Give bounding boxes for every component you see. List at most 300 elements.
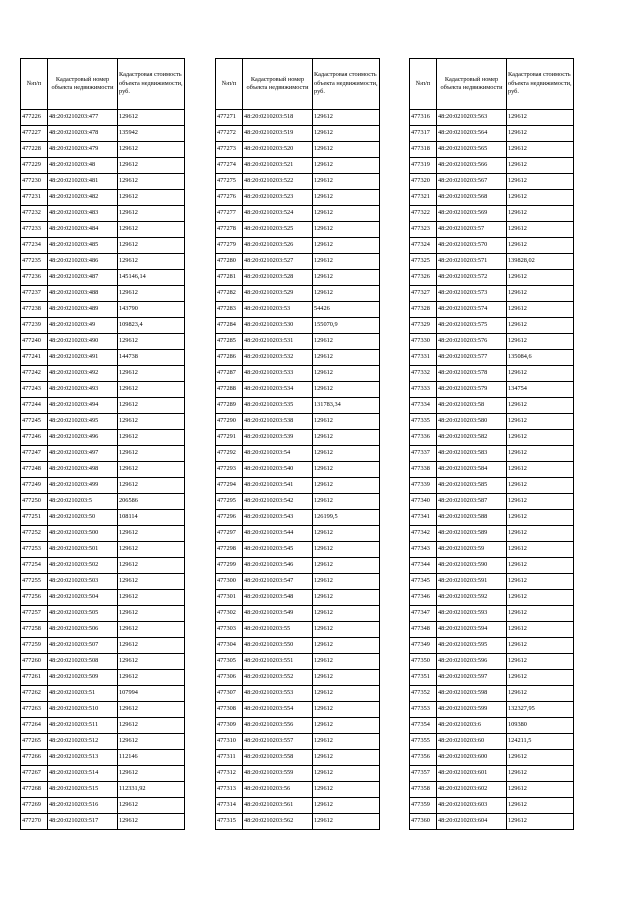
cadastral-number: 48:20:0210203:522 <box>243 174 313 190</box>
table-row <box>216 606 380 622</box>
cadastral-number: 48:20:0210203:558 <box>243 750 313 766</box>
cadastral-number: 48:20:0210203:515 <box>48 782 118 798</box>
cadastral-cost: 129612 <box>313 670 380 686</box>
table-row <box>21 270 185 286</box>
cadastral-number: 48:20:0210203:534 <box>243 382 313 398</box>
table-row <box>216 382 380 398</box>
table-row <box>21 574 185 590</box>
cadastral-number: 48:20:0210203:56 <box>243 782 313 798</box>
cadastral-cost: 129612 <box>313 286 380 302</box>
cadastral-cost: 129612 <box>507 334 574 350</box>
cadastral-number: 48:20:0210203:572 <box>437 270 507 286</box>
cadastral-number: 48:20:0210203:485 <box>48 238 118 254</box>
row-number: 477266 <box>21 750 48 766</box>
cadastral-number: 48:20:0210203:50 <box>48 510 118 526</box>
header-cadastral: Кадастровый номер объекта недвижимости <box>437 59 507 110</box>
cadastral-number: 48:20:0210203:58 <box>437 398 507 414</box>
table-row <box>410 606 574 622</box>
cadastral-table-3 <box>409 58 574 830</box>
table-row <box>410 206 574 222</box>
row-number: 477341 <box>410 510 437 526</box>
cadastral-number: 48:20:0210203:562 <box>243 814 313 830</box>
cadastral-cost: 129612 <box>507 206 574 222</box>
cadastral-cost: 129612 <box>507 222 574 238</box>
table-row <box>216 814 380 830</box>
table-row <box>21 606 185 622</box>
cadastral-cost: 129612 <box>118 286 185 302</box>
table-row <box>21 478 185 494</box>
cadastral-number: 48:20:0210203:5 <box>48 494 118 510</box>
row-number: 477271 <box>216 110 243 126</box>
row-number: 477230 <box>21 174 48 190</box>
header-cost: Кадастровая стоимость объекта недвижимости, руб. <box>313 59 380 110</box>
row-number: 477315 <box>216 814 243 830</box>
cadastral-cost: 129612 <box>118 526 185 542</box>
cadastral-number: 48:20:0210203:588 <box>437 510 507 526</box>
header-row <box>216 59 380 110</box>
cadastral-cost: 129612 <box>313 270 380 286</box>
table-row <box>216 718 380 734</box>
table-row <box>410 462 574 478</box>
row-number: 477283 <box>216 302 243 318</box>
table-row <box>410 366 574 382</box>
row-number: 477333 <box>410 382 437 398</box>
cadastral-cost: 129612 <box>118 670 185 686</box>
cadastral-cost: 129612 <box>313 382 380 398</box>
cadastral-number: 48:20:0210203:501 <box>48 542 118 558</box>
cadastral-number: 48:20:0210203:600 <box>437 750 507 766</box>
cadastral-cost: 129612 <box>118 798 185 814</box>
cadastral-number: 48:20:0210203:491 <box>48 350 118 366</box>
cadastral-table-1 <box>20 58 185 830</box>
table-row <box>216 174 380 190</box>
row-number: 477276 <box>216 190 243 206</box>
cadastral-number: 48:20:0210203:487 <box>48 270 118 286</box>
cadastral-cost: 145146,14 <box>118 270 185 286</box>
cadastral-cost: 112146 <box>118 750 185 766</box>
table-row <box>216 302 380 318</box>
cadastral-cost: 129612 <box>118 606 185 622</box>
cadastral-number: 48:20:0210203:516 <box>48 798 118 814</box>
table-row <box>21 494 185 510</box>
table-row <box>21 510 185 526</box>
cadastral-cost: 129612 <box>507 590 574 606</box>
row-number: 477260 <box>21 654 48 670</box>
row-number: 477282 <box>216 286 243 302</box>
table-row <box>410 398 574 414</box>
cadastral-number: 48:20:0210203:579 <box>437 382 507 398</box>
table-row <box>216 430 380 446</box>
cadastral-number: 48:20:0210203:517 <box>48 814 118 830</box>
cadastral-cost: 129612 <box>313 462 380 478</box>
cadastral-cost: 54426 <box>313 302 380 318</box>
row-number: 477311 <box>216 750 243 766</box>
cadastral-cost: 129612 <box>313 110 380 126</box>
table-row <box>216 478 380 494</box>
row-number: 477297 <box>216 526 243 542</box>
row-number: 477334 <box>410 398 437 414</box>
cadastral-cost: 129612 <box>118 478 185 494</box>
cadastral-cost: 129612 <box>313 702 380 718</box>
table-row <box>410 350 574 366</box>
cadastral-number: 48:20:0210203:488 <box>48 286 118 302</box>
row-number: 477296 <box>216 510 243 526</box>
table-row <box>21 766 185 782</box>
table-row <box>21 126 185 142</box>
cadastral-cost: 129612 <box>507 270 574 286</box>
cadastral-cost: 129612 <box>507 414 574 430</box>
cadastral-cost: 129612 <box>507 318 574 334</box>
row-number: 477321 <box>410 190 437 206</box>
table-row <box>21 814 185 830</box>
cadastral-number: 48:20:0210203:55 <box>243 622 313 638</box>
cadastral-number: 48:20:0210203:594 <box>437 622 507 638</box>
cadastral-cost: 129612 <box>118 462 185 478</box>
cadastral-cost: 139828,02 <box>507 254 574 270</box>
table-row <box>21 222 185 238</box>
table-row <box>216 142 380 158</box>
table-row <box>410 414 574 430</box>
cadastral-cost: 129612 <box>118 622 185 638</box>
row-number: 477349 <box>410 638 437 654</box>
table-row <box>216 286 380 302</box>
table-row <box>410 638 574 654</box>
cadastral-cost: 129612 <box>118 206 185 222</box>
table-row <box>21 190 185 206</box>
cadastral-cost: 129612 <box>118 702 185 718</box>
cadastral-number: 48:20:0210203:513 <box>48 750 118 766</box>
cadastral-number: 48:20:0210203:531 <box>243 334 313 350</box>
cadastral-number: 48:20:0210203:556 <box>243 718 313 734</box>
table-row <box>216 238 380 254</box>
cadastral-cost: 129612 <box>118 654 185 670</box>
row-number: 477286 <box>216 350 243 366</box>
cadastral-cost: 129612 <box>118 734 185 750</box>
cadastral-number: 48:20:0210203:574 <box>437 302 507 318</box>
table-row <box>216 110 380 126</box>
table-row <box>21 398 185 414</box>
cadastral-cost: 129612 <box>118 254 185 270</box>
cadastral-number: 48:20:0210203:511 <box>48 718 118 734</box>
row-number: 477289 <box>216 398 243 414</box>
table-row <box>410 510 574 526</box>
cadastral-number: 48:20:0210203:486 <box>48 254 118 270</box>
table-row <box>216 350 380 366</box>
cadastral-cost: 129612 <box>507 670 574 686</box>
cadastral-cost: 129612 <box>507 430 574 446</box>
cadastral-number: 48:20:0210203:477 <box>48 110 118 126</box>
table-row <box>410 622 574 638</box>
row-number: 477295 <box>216 494 243 510</box>
table-row <box>410 478 574 494</box>
row-number: 477326 <box>410 270 437 286</box>
cadastral-number: 48:20:0210203:526 <box>243 238 313 254</box>
row-number: 477287 <box>216 366 243 382</box>
row-number: 477239 <box>21 318 48 334</box>
cadastral-number: 48:20:0210203:507 <box>48 638 118 654</box>
cadastral-number: 48:20:0210203:532 <box>243 350 313 366</box>
table-row <box>216 542 380 558</box>
cadastral-number: 48:20:0210203:578 <box>437 366 507 382</box>
row-number: 477330 <box>410 334 437 350</box>
cadastral-number: 48:20:0210203:564 <box>437 126 507 142</box>
table-row <box>21 686 185 702</box>
row-number: 477247 <box>21 446 48 462</box>
row-number: 477233 <box>21 222 48 238</box>
cadastral-cost: 129612 <box>118 158 185 174</box>
table-row <box>216 574 380 590</box>
table-row <box>21 446 185 462</box>
table-row <box>21 590 185 606</box>
cadastral-number: 48:20:0210203:535 <box>243 398 313 414</box>
cadastral-number: 48:20:0210203:543 <box>243 510 313 526</box>
cadastral-number: 48:20:0210203:567 <box>437 174 507 190</box>
row-number: 477270 <box>21 814 48 830</box>
row-number: 477288 <box>216 382 243 398</box>
cadastral-cost: 129612 <box>313 126 380 142</box>
cadastral-cost: 129612 <box>313 446 380 462</box>
cadastral-number: 48:20:0210203:597 <box>437 670 507 686</box>
row-number: 477350 <box>410 654 437 670</box>
table-row <box>216 798 380 814</box>
table-row <box>21 110 185 126</box>
header-num: №п/п <box>216 59 243 110</box>
cadastral-cost: 129612 <box>313 590 380 606</box>
cadastral-number: 48:20:0210203:602 <box>437 782 507 798</box>
row-number: 477299 <box>216 558 243 574</box>
cadastral-cost: 129612 <box>313 718 380 734</box>
cadastral-cost: 126199,5 <box>313 510 380 526</box>
cadastral-cost: 129612 <box>313 798 380 814</box>
cadastral-cost: 129612 <box>507 142 574 158</box>
row-number: 477263 <box>21 702 48 718</box>
row-number: 477324 <box>410 238 437 254</box>
row-number: 477226 <box>21 110 48 126</box>
table-row <box>216 462 380 478</box>
row-number: 477329 <box>410 318 437 334</box>
cadastral-number: 48:20:0210203:527 <box>243 254 313 270</box>
cadastral-cost: 129612 <box>507 478 574 494</box>
row-number: 477358 <box>410 782 437 798</box>
cadastral-number: 48:20:0210203:552 <box>243 670 313 686</box>
row-number: 477234 <box>21 238 48 254</box>
cadastral-cost: 129612 <box>313 414 380 430</box>
table-row <box>21 622 185 638</box>
cadastral-cost: 112331,92 <box>118 782 185 798</box>
cadastral-cost: 129612 <box>118 174 185 190</box>
table-row <box>216 366 380 382</box>
row-number: 477306 <box>216 670 243 686</box>
cadastral-cost: 129612 <box>507 494 574 510</box>
cadastral-cost: 129612 <box>313 574 380 590</box>
cadastral-number: 48:20:0210203:598 <box>437 686 507 702</box>
table-row <box>216 190 380 206</box>
cadastral-number: 48:20:0210203:523 <box>243 190 313 206</box>
cadastral-cost: 129612 <box>118 190 185 206</box>
row-number: 477281 <box>216 270 243 286</box>
table-row <box>410 238 574 254</box>
table-row <box>410 542 574 558</box>
table-row <box>216 782 380 798</box>
cadastral-cost: 129612 <box>313 366 380 382</box>
table-row <box>410 382 574 398</box>
row-number: 477277 <box>216 206 243 222</box>
cadastral-number: 48:20:0210203:519 <box>243 126 313 142</box>
table-row <box>21 142 185 158</box>
cadastral-number: 48:20:0210203:51 <box>48 686 118 702</box>
cadastral-number: 48:20:0210203:557 <box>243 734 313 750</box>
row-number: 477338 <box>410 462 437 478</box>
row-number: 477243 <box>21 382 48 398</box>
table-row <box>21 750 185 766</box>
row-number: 477317 <box>410 126 437 142</box>
table-row <box>216 398 380 414</box>
table-row <box>410 686 574 702</box>
table-row <box>410 334 574 350</box>
row-number: 477285 <box>216 334 243 350</box>
table-row <box>21 158 185 174</box>
cadastral-number: 48:20:0210203:494 <box>48 398 118 414</box>
row-number: 477328 <box>410 302 437 318</box>
cadastral-number: 48:20:0210203:549 <box>243 606 313 622</box>
table-row <box>410 670 574 686</box>
header-cost: Кадастровая стоимость объекта недвижимости, руб. <box>118 59 185 110</box>
cadastral-cost: 129612 <box>313 558 380 574</box>
cadastral-cost: 109823,4 <box>118 318 185 334</box>
cadastral-number: 48:20:0210203:505 <box>48 606 118 622</box>
cadastral-number: 48:20:0210203:591 <box>437 574 507 590</box>
row-number: 477235 <box>21 254 48 270</box>
cadastral-cost: 129612 <box>118 542 185 558</box>
cadastral-cost: 129612 <box>313 478 380 494</box>
row-number: 477353 <box>410 702 437 718</box>
table-row <box>21 670 185 686</box>
table-row <box>410 222 574 238</box>
cadastral-number: 48:20:0210203:508 <box>48 654 118 670</box>
cadastral-cost: 144738 <box>118 350 185 366</box>
row-number: 477278 <box>216 222 243 238</box>
header-num: №п/п <box>21 59 48 110</box>
cadastral-number: 48:20:0210203:496 <box>48 430 118 446</box>
cadastral-number: 48:20:0210203:506 <box>48 622 118 638</box>
row-number: 477352 <box>410 686 437 702</box>
cadastral-cost: 129612 <box>313 190 380 206</box>
header-row <box>21 59 185 110</box>
cadastral-cost: 129612 <box>118 718 185 734</box>
cadastral-number: 48:20:0210203:48 <box>48 158 118 174</box>
cadastral-number: 48:20:0210203:541 <box>243 478 313 494</box>
table-row <box>21 654 185 670</box>
cadastral-number: 48:20:0210203:504 <box>48 590 118 606</box>
cadastral-cost: 129612 <box>507 286 574 302</box>
cadastral-number: 48:20:0210203:554 <box>243 702 313 718</box>
cadastral-number: 48:20:0210203:514 <box>48 766 118 782</box>
row-number: 477335 <box>410 414 437 430</box>
row-number: 477360 <box>410 814 437 830</box>
cadastral-cost: 129612 <box>313 814 380 830</box>
cadastral-number: 48:20:0210203:573 <box>437 286 507 302</box>
table-row <box>410 302 574 318</box>
cadastral-number: 48:20:0210203:6 <box>437 718 507 734</box>
cadastral-number: 48:20:0210203:484 <box>48 222 118 238</box>
row-number: 477265 <box>21 734 48 750</box>
table-row <box>216 670 380 686</box>
cadastral-number: 48:20:0210203:565 <box>437 142 507 158</box>
cadastral-number: 48:20:0210203:570 <box>437 238 507 254</box>
table-row <box>21 462 185 478</box>
row-number: 477346 <box>410 590 437 606</box>
row-number: 477256 <box>21 590 48 606</box>
table-row <box>216 734 380 750</box>
cadastral-number: 48:20:0210203:49 <box>48 318 118 334</box>
cadastral-cost: 129612 <box>507 238 574 254</box>
cadastral-number: 48:20:0210203:533 <box>243 366 313 382</box>
cadastral-number: 48:20:0210203:580 <box>437 414 507 430</box>
row-number: 477304 <box>216 638 243 654</box>
cadastral-number: 48:20:0210203:509 <box>48 670 118 686</box>
cadastral-cost: 129612 <box>507 814 574 830</box>
cadastral-cost: 131783,34 <box>313 398 380 414</box>
row-number: 477355 <box>410 734 437 750</box>
table-row <box>21 174 185 190</box>
row-number: 477292 <box>216 446 243 462</box>
cadastral-cost: 129612 <box>313 622 380 638</box>
cadastral-number: 48:20:0210203:495 <box>48 414 118 430</box>
row-number: 477301 <box>216 590 243 606</box>
table-row <box>410 526 574 542</box>
cadastral-cost: 129612 <box>118 814 185 830</box>
row-number: 477356 <box>410 750 437 766</box>
table-row <box>21 430 185 446</box>
cadastral-cost: 129612 <box>507 654 574 670</box>
row-number: 477268 <box>21 782 48 798</box>
row-number: 477275 <box>216 174 243 190</box>
cadastral-number: 48:20:0210203:583 <box>437 446 507 462</box>
cadastral-cost: 129612 <box>313 606 380 622</box>
table-row <box>410 702 574 718</box>
table-row <box>21 302 185 318</box>
row-number: 477248 <box>21 462 48 478</box>
cadastral-number: 48:20:0210203:498 <box>48 462 118 478</box>
cadastral-number: 48:20:0210203:569 <box>437 206 507 222</box>
cadastral-number: 48:20:0210203:566 <box>437 158 507 174</box>
cadastral-cost: 129612 <box>507 686 574 702</box>
cadastral-number: 48:20:0210203:590 <box>437 558 507 574</box>
table-row <box>216 590 380 606</box>
cadastral-cost: 129612 <box>507 574 574 590</box>
cadastral-cost: 129612 <box>507 622 574 638</box>
cadastral-number: 48:20:0210203:525 <box>243 222 313 238</box>
cadastral-number: 48:20:0210203:510 <box>48 702 118 718</box>
cadastral-number: 48:20:0210203:521 <box>243 158 313 174</box>
row-number: 477305 <box>216 654 243 670</box>
table-row <box>216 270 380 286</box>
row-number: 477279 <box>216 238 243 254</box>
cadastral-cost: 206586 <box>118 494 185 510</box>
cadastral-number: 48:20:0210203:544 <box>243 526 313 542</box>
cadastral-number: 48:20:0210203:57 <box>437 222 507 238</box>
cadastral-number: 48:20:0210203:603 <box>437 798 507 814</box>
table-row <box>410 558 574 574</box>
table-row <box>21 414 185 430</box>
row-number: 477298 <box>216 542 243 558</box>
cadastral-cost: 129612 <box>313 542 380 558</box>
table-row <box>216 446 380 462</box>
table-row <box>410 718 574 734</box>
cadastral-cost: 129612 <box>507 174 574 190</box>
table-row <box>216 622 380 638</box>
row-number: 477332 <box>410 366 437 382</box>
